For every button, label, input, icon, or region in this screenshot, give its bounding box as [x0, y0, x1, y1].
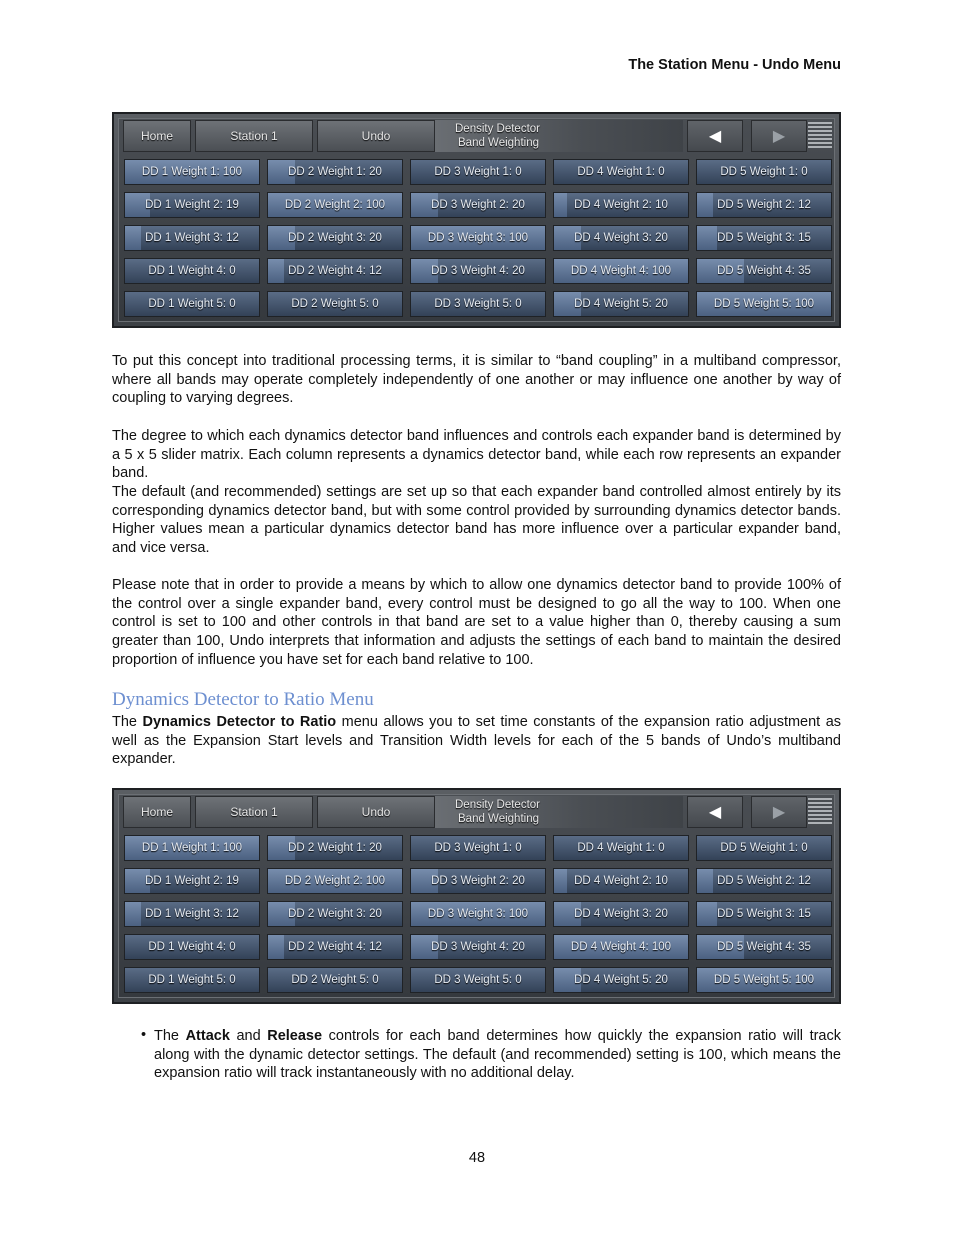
weight-button-label: DD 2 Weight 2: 100	[284, 875, 386, 887]
weight-button-label: DD 1 Weight 3: 12	[145, 232, 239, 244]
weight-button-label: DD 2 Weight 2: 100	[284, 199, 386, 211]
weight-button[interactable]	[124, 967, 260, 993]
weight-button-label: DD 3 Weight 3: 100	[427, 232, 529, 244]
weight-button[interactable]	[267, 868, 403, 894]
weight-button[interactable]	[124, 934, 260, 960]
weight-button[interactable]	[410, 835, 546, 861]
weight-button-label: DD 1 Weight 3: 12	[145, 908, 239, 920]
weight-button[interactable]	[267, 159, 403, 185]
weight-button[interactable]	[124, 901, 260, 927]
bullet-prefix: The	[154, 1028, 186, 1044]
weight-button[interactable]	[696, 159, 832, 185]
weight-button[interactable]	[696, 225, 832, 251]
release-bold: Release	[267, 1028, 323, 1044]
weight-button[interactable]	[267, 258, 403, 284]
weight-button-label: DD 3 Weight 5: 0	[434, 298, 522, 310]
weight-level-fill	[697, 869, 713, 893]
weight-button[interactable]	[553, 934, 689, 960]
weight-button-label: DD 5 Weight 1: 0	[720, 842, 808, 854]
page-header-title: The Station Menu - Undo Menu	[628, 57, 841, 73]
weight-button-label: DD 4 Weight 5: 20	[574, 298, 668, 310]
paragraph-note: Please note that in order to provide a means by which to allow one dynamics detector band to provide 100% of the control over a single expander band, every control must be designed to go all the way to 100. When one control is set to 100 and other controls in that band are set to a value higher than 0, thereby causing a sum greater than 100, Undo interprets that information and adjusts the settings of each band to maintain the desired proportion of influence you have set for each band relative to 100.	[112, 577, 841, 668]
weight-button[interactable]	[553, 291, 689, 317]
paragraph-dd-to-ratio	[112, 713, 841, 769]
weight-button-label: DD 1 Weight 1: 100	[141, 842, 243, 854]
weight-button[interactable]	[124, 835, 260, 861]
weight-level-fill	[697, 902, 717, 926]
weight-button-label: DD 2 Weight 4: 12	[288, 265, 382, 277]
page-number: 48	[468, 1150, 486, 1166]
weight-level-fill	[554, 193, 567, 217]
para5-prefix: The	[112, 714, 143, 730]
undo-button[interactable]: Undo	[317, 120, 435, 152]
weight-button[interactable]	[410, 225, 546, 251]
weight-button[interactable]	[696, 901, 832, 927]
weight-button[interactable]	[696, 291, 832, 317]
weight-button-label: DD 1 Weight 2: 19	[145, 875, 239, 887]
arrow-left-icon: ◀	[708, 128, 722, 145]
weight-button-label: DD 3 Weight 4: 20	[431, 265, 525, 277]
weight-button-label: DD 1 Weight 4: 0	[148, 941, 236, 953]
weight-button[interactable]	[267, 291, 403, 317]
weight-button-label: DD 2 Weight 3: 20	[288, 232, 382, 244]
menu-title-line-1: Density Detector	[455, 799, 541, 811]
weight-button-grid	[124, 835, 829, 993]
weight-button-label: DD 3 Weight 1: 0	[434, 842, 522, 854]
weight-button[interactable]	[410, 291, 546, 317]
weight-button[interactable]	[696, 967, 832, 993]
weight-button[interactable]	[553, 225, 689, 251]
para5-suffix: menu allows you to set time constants of the expansion ratio adjustment as well as the Expansion Start levels and Transition Width levels for each of the 5 bands of Undo’s multiband expander.	[112, 714, 842, 768]
weight-button[interactable]	[696, 934, 832, 960]
section-heading: Dynamics Detector to Ratio Menu	[112, 689, 374, 710]
menu-lines-icon[interactable]	[808, 122, 832, 150]
weight-button-label: DD 4 Weight 5: 20	[574, 974, 668, 986]
weight-button-label: DD 4 Weight 4: 100	[570, 941, 672, 953]
weight-button-label: DD 5 Weight 5: 100	[713, 974, 815, 986]
weight-button-label: DD 1 Weight 1: 100	[141, 166, 243, 178]
weight-button[interactable]	[553, 967, 689, 993]
weight-button[interactable]	[696, 868, 832, 894]
weight-button[interactable]	[696, 192, 832, 218]
weight-button[interactable]	[267, 901, 403, 927]
undo-button[interactable]: Undo	[317, 796, 435, 828]
weight-level-fill	[268, 259, 284, 283]
weight-level-fill	[554, 869, 567, 893]
weight-button[interactable]	[267, 934, 403, 960]
weight-button-label: DD 1 Weight 5: 0	[148, 974, 236, 986]
paragraph-attack-release	[154, 1027, 841, 1083]
weight-button-label: DD 2 Weight 5: 0	[291, 298, 379, 310]
station-button[interactable]: Station 1	[195, 796, 313, 828]
paragraph-default-settings: The default (and recommended) settings are set up so that each expander band controlled almost entirely by its corresponding dynamics detector band, but with some control provided by surrounding dynamics detector bands. Higher values mean a particular dynamics detector band has more influence over a particular expander band, and vice versa.	[112, 484, 841, 557]
weight-button-label: DD 5 Weight 3: 15	[717, 908, 811, 920]
previous-arrow-button[interactable]	[687, 796, 743, 828]
weight-button[interactable]	[553, 901, 689, 927]
previous-arrow-button[interactable]	[687, 120, 743, 152]
band-weighting-panel-2	[112, 788, 841, 1004]
menu-title-line-2: Band Weighting	[458, 137, 539, 149]
band-weighting-panel-1	[112, 112, 841, 328]
weight-button-label: DD 3 Weight 5: 0	[434, 974, 522, 986]
weight-button[interactable]	[124, 291, 260, 317]
weight-button[interactable]	[124, 159, 260, 185]
panel-toolbar	[119, 795, 834, 829]
menu-lines-icon[interactable]	[808, 798, 832, 826]
bullet-icon: •	[141, 1027, 147, 1043]
weight-button-label: DD 2 Weight 1: 20	[288, 166, 382, 178]
weight-button-label: DD 4 Weight 1: 0	[577, 842, 665, 854]
bullet-mid: and	[229, 1028, 268, 1044]
weight-button-label: DD 5 Weight 4: 35	[717, 265, 811, 277]
weight-level-fill	[125, 226, 141, 250]
bullet-suffix: controls for each band determines how quickly the expansion ratio will track along with the dynamic detector settings. The default (and recommended) setting is 100, which means the expansion ratio will track instantaneously with no additional delay.	[154, 1028, 841, 1082]
panel-inner	[118, 118, 835, 322]
weight-button[interactable]	[267, 192, 403, 218]
home-button[interactable]: Home	[123, 796, 191, 828]
weight-button[interactable]	[410, 967, 546, 993]
weight-button-label: DD 3 Weight 2: 20	[431, 875, 525, 887]
paragraph-band-coupling: To put this concept into traditional processing terms, it is similar to “band coupling” in a multiband compressor, where all bands may operate completely independently of one another or may influence one another by way of coupling to varying degrees.	[112, 353, 841, 407]
para5-bold: Dynamics Detector to Ratio	[142, 714, 337, 730]
weight-button-label: DD 5 Weight 5: 100	[713, 298, 815, 310]
weight-button[interactable]	[124, 868, 260, 894]
attack-bold: Attack	[185, 1028, 230, 1044]
home-button[interactable]: Home	[123, 120, 191, 152]
station-button[interactable]: Station 1	[195, 120, 313, 152]
weight-button[interactable]	[553, 835, 689, 861]
weight-button[interactable]	[410, 934, 546, 960]
weight-button[interactable]	[267, 835, 403, 861]
arrow-left-icon: ◀	[708, 804, 722, 821]
panel-inner	[118, 794, 835, 998]
weight-button[interactable]	[410, 901, 546, 927]
weight-button-label: DD 2 Weight 1: 20	[288, 842, 382, 854]
weight-button-grid	[124, 159, 829, 317]
weight-button-label: DD 3 Weight 2: 20	[431, 199, 525, 211]
weight-button[interactable]	[553, 868, 689, 894]
menu-title-line-1: Density Detector	[455, 123, 541, 135]
weight-button-label: DD 5 Weight 3: 15	[717, 232, 811, 244]
weight-button-label: DD 3 Weight 1: 0	[434, 166, 522, 178]
weight-button-label: DD 4 Weight 4: 100	[570, 265, 672, 277]
next-arrow-button[interactable]	[751, 796, 807, 828]
weight-button[interactable]	[696, 258, 832, 284]
panel-toolbar	[119, 119, 834, 153]
weight-button[interactable]	[553, 159, 689, 185]
weight-button[interactable]	[124, 225, 260, 251]
menu-title-label	[435, 120, 683, 152]
weight-level-fill	[697, 193, 713, 217]
weight-button[interactable]	[267, 225, 403, 251]
weight-button-label: DD 2 Weight 5: 0	[291, 974, 379, 986]
weight-button-label: DD 5 Weight 2: 12	[717, 199, 811, 211]
menu-title-label	[435, 796, 683, 828]
weight-button-label: DD 4 Weight 3: 20	[574, 908, 668, 920]
weight-button[interactable]	[696, 835, 832, 861]
weight-button-label: DD 3 Weight 3: 100	[427, 908, 529, 920]
menu-title-line-2: Band Weighting	[458, 813, 539, 825]
weight-button-label: DD 4 Weight 2: 10	[574, 199, 668, 211]
weight-level-fill	[125, 902, 141, 926]
next-arrow-button[interactable]	[751, 120, 807, 152]
weight-level-fill	[697, 226, 717, 250]
weight-button-label: DD 5 Weight 2: 12	[717, 875, 811, 887]
weight-button[interactable]	[410, 192, 546, 218]
weight-button-label: DD 3 Weight 4: 20	[431, 941, 525, 953]
weight-button-label: DD 4 Weight 1: 0	[577, 166, 665, 178]
weight-button-label: DD 1 Weight 2: 19	[145, 199, 239, 211]
weight-button[interactable]	[267, 967, 403, 993]
weight-button-label: DD 1 Weight 5: 0	[148, 298, 236, 310]
arrow-right-icon: ▶	[772, 804, 786, 821]
weight-button[interactable]	[410, 868, 546, 894]
paragraph-slider-matrix: The degree to which each dynamics detector band influences and controls each expander band is determined by a 5 x 5 slider matrix. Each column represents a dynamics detector band, while each row represents an expander band.	[112, 428, 841, 482]
weight-button[interactable]	[410, 159, 546, 185]
weight-button[interactable]	[124, 258, 260, 284]
weight-button-label: DD 5 Weight 1: 0	[720, 166, 808, 178]
weight-button-label: DD 4 Weight 2: 10	[574, 875, 668, 887]
weight-button-label: DD 1 Weight 4: 0	[148, 265, 236, 277]
weight-button-label: DD 2 Weight 3: 20	[288, 908, 382, 920]
weight-button-label: DD 5 Weight 4: 35	[717, 941, 811, 953]
weight-button[interactable]	[553, 258, 689, 284]
weight-button[interactable]	[410, 258, 546, 284]
weight-level-fill	[268, 935, 284, 959]
arrow-right-icon: ▶	[772, 128, 786, 145]
weight-button[interactable]	[124, 192, 260, 218]
weight-button-label: DD 2 Weight 4: 12	[288, 941, 382, 953]
weight-button[interactable]	[553, 192, 689, 218]
weight-button-label: DD 4 Weight 3: 20	[574, 232, 668, 244]
